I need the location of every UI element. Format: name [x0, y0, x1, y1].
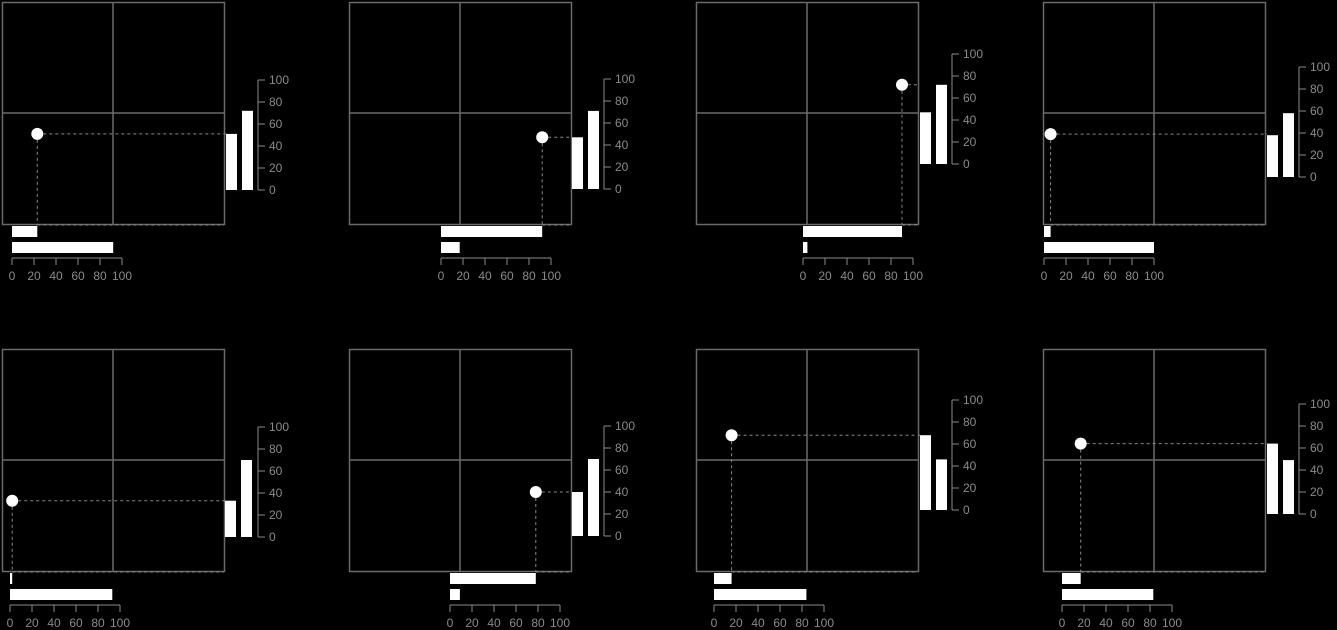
bar-y-1 — [1267, 444, 1278, 514]
bar-y-2 — [241, 460, 252, 537]
y-tick-label: 80 — [615, 441, 629, 455]
y-tick-label: 80 — [963, 415, 977, 429]
x-tick-label: 80 — [884, 269, 898, 283]
chart-panel-3 — [696, 2, 983, 283]
chart-panel-4 — [1041, 2, 1331, 283]
x-tick-label: 40 — [1099, 616, 1113, 630]
y-tick-label: 40 — [1310, 463, 1324, 477]
y-tick-label: 20 — [1310, 148, 1324, 162]
x-tick-label: 0 — [6, 616, 14, 630]
y-tick-label: 40 — [615, 138, 629, 152]
x-tick-label: 60 — [71, 269, 85, 283]
bar-x-1 — [450, 573, 536, 584]
x-tick-label: 40 — [487, 616, 501, 630]
chart-panel-8 — [1043, 349, 1330, 630]
x-tick-label: 80 — [1143, 616, 1157, 630]
y-tick-label: 80 — [1310, 419, 1324, 433]
bar-x-1 — [441, 226, 542, 237]
bar-x-2 — [803, 242, 807, 253]
x-tick-label: 60 — [862, 269, 876, 283]
x-tick-label: 100 — [1161, 616, 1183, 630]
y-tick-label: 20 — [269, 508, 283, 522]
x-tick-label: 0 — [446, 616, 454, 630]
bar-y-2 — [1283, 113, 1294, 177]
bar-x-1 — [10, 573, 12, 584]
y-tick-label: 60 — [963, 91, 977, 105]
x-tick-label: 80 — [795, 616, 809, 630]
data-point — [530, 486, 542, 498]
x-tick-label: 100 — [813, 616, 835, 630]
x-tick-label: 60 — [69, 616, 83, 630]
x-tick-label: 100 — [902, 269, 924, 283]
x-tick-label: 100 — [109, 616, 131, 630]
y-tick-label: 40 — [269, 139, 283, 153]
y-tick-label: 20 — [1310, 485, 1324, 499]
bar-y-1 — [572, 137, 583, 189]
x-tick-label: 40 — [751, 616, 765, 630]
bar-y-1 — [572, 492, 583, 536]
chart-panel-2 — [349, 2, 635, 283]
data-point — [31, 128, 43, 140]
bar-x-2 — [450, 589, 460, 600]
x-tick-label: 0 — [1058, 616, 1066, 630]
bar-x-1 — [1062, 573, 1081, 584]
bar-x-2 — [1044, 242, 1154, 253]
bar-y-2 — [588, 111, 599, 189]
x-tick-label: 20 — [1077, 616, 1091, 630]
x-tick-label: 0 — [710, 616, 718, 630]
x-tick-label: 60 — [1103, 269, 1117, 283]
bar-x-1 — [714, 573, 732, 584]
x-tick-label: 80 — [531, 616, 545, 630]
x-tick-label: 40 — [1081, 269, 1095, 283]
data-point — [1045, 128, 1057, 140]
y-tick-label: 100 — [615, 419, 636, 433]
x-tick-label: 100 — [540, 269, 562, 283]
x-tick-label: 80 — [522, 269, 536, 283]
x-tick-label: 80 — [1125, 269, 1139, 283]
x-tick-label: 20 — [465, 616, 479, 630]
bar-x-1 — [1044, 226, 1051, 237]
y-tick-label: 60 — [963, 437, 977, 451]
bar-y-1 — [226, 134, 237, 190]
data-point — [1075, 438, 1087, 450]
y-tick-label: 60 — [269, 117, 283, 131]
bar-y-1 — [920, 112, 931, 164]
x-tick-label: 20 — [456, 269, 470, 283]
y-tick-label: 0 — [963, 157, 970, 171]
x-tick-label: 0 — [8, 269, 16, 283]
x-tick-label: 80 — [93, 269, 107, 283]
bar-x-2 — [10, 589, 112, 600]
bar-y-2 — [588, 459, 599, 536]
bar-y-1 — [1267, 135, 1278, 177]
y-tick-label: 0 — [615, 529, 622, 543]
data-point — [6, 495, 18, 507]
data-point — [536, 131, 548, 143]
y-tick-label: 20 — [269, 161, 283, 175]
chart-panel-6 — [349, 349, 635, 630]
data-point — [726, 429, 738, 441]
data-point — [896, 79, 908, 91]
y-tick-label: 100 — [1310, 60, 1331, 74]
x-tick-label: 0 — [799, 269, 807, 283]
bar-x-1 — [12, 226, 37, 237]
y-tick-label: 0 — [1310, 507, 1317, 521]
y-tick-label: 60 — [1310, 104, 1324, 118]
y-tick-label: 60 — [1310, 441, 1324, 455]
x-tick-label: 60 — [509, 616, 523, 630]
bar-y-2 — [1283, 460, 1294, 514]
y-tick-label: 40 — [1310, 126, 1324, 140]
y-tick-label: 20 — [963, 135, 977, 149]
x-tick-label: 40 — [47, 616, 61, 630]
y-tick-label: 60 — [615, 463, 629, 477]
x-tick-label: 80 — [91, 616, 105, 630]
chart-panel-1 — [2, 2, 289, 283]
bar-x-1 — [803, 226, 902, 237]
x-tick-label: 100 — [549, 616, 571, 630]
y-tick-label: 0 — [1310, 170, 1317, 184]
y-tick-label: 20 — [615, 507, 629, 521]
y-tick-label: 60 — [615, 116, 629, 130]
bar-y-2 — [242, 111, 253, 190]
y-tick-label: 100 — [963, 47, 984, 61]
y-tick-label: 0 — [269, 530, 276, 544]
bar-y-1 — [920, 435, 931, 510]
x-tick-label: 60 — [500, 269, 514, 283]
y-tick-label: 0 — [963, 503, 970, 517]
y-tick-label: 60 — [269, 464, 283, 478]
y-tick-label: 100 — [269, 420, 290, 434]
x-tick-label: 0 — [437, 269, 445, 283]
y-tick-label: 80 — [269, 95, 283, 109]
x-tick-label: 40 — [478, 269, 492, 283]
bar-x-2 — [441, 242, 460, 253]
x-tick-label: 20 — [25, 616, 39, 630]
y-tick-label: 0 — [269, 183, 276, 197]
x-tick-label: 100 — [111, 269, 133, 283]
x-tick-label: 0 — [1040, 269, 1048, 283]
y-tick-label: 80 — [1310, 82, 1324, 96]
x-tick-label: 20 — [818, 269, 832, 283]
y-tick-label: 40 — [963, 459, 977, 473]
x-tick-label: 40 — [840, 269, 854, 283]
x-tick-label: 60 — [773, 616, 787, 630]
x-tick-label: 20 — [27, 269, 41, 283]
y-tick-label: 20 — [963, 481, 977, 495]
y-tick-label: 40 — [615, 485, 629, 499]
bar-y-2 — [936, 85, 947, 164]
bar-x-2 — [714, 589, 806, 600]
y-tick-label: 40 — [269, 486, 283, 500]
x-tick-label: 60 — [1121, 616, 1135, 630]
x-tick-label: 20 — [1059, 269, 1073, 283]
y-tick-label: 100 — [963, 393, 984, 407]
y-tick-label: 80 — [615, 94, 629, 108]
x-tick-label: 20 — [729, 616, 743, 630]
y-tick-label: 40 — [963, 113, 977, 127]
y-tick-label: 80 — [269, 442, 283, 456]
y-tick-label: 100 — [615, 72, 636, 86]
y-tick-label: 20 — [615, 160, 629, 174]
chart-panel-5 — [2, 349, 289, 630]
y-tick-label: 100 — [1310, 397, 1331, 411]
bar-y-1 — [225, 501, 236, 537]
bar-x-2 — [12, 242, 113, 253]
y-tick-label: 80 — [963, 69, 977, 83]
y-tick-label: 0 — [615, 182, 622, 196]
bar-y-2 — [936, 459, 947, 510]
bar-x-2 — [1062, 589, 1153, 600]
y-tick-label: 100 — [269, 73, 290, 87]
x-tick-label: 100 — [1143, 269, 1165, 283]
x-tick-label: 40 — [49, 269, 63, 283]
chart-panel-7 — [696, 349, 983, 630]
